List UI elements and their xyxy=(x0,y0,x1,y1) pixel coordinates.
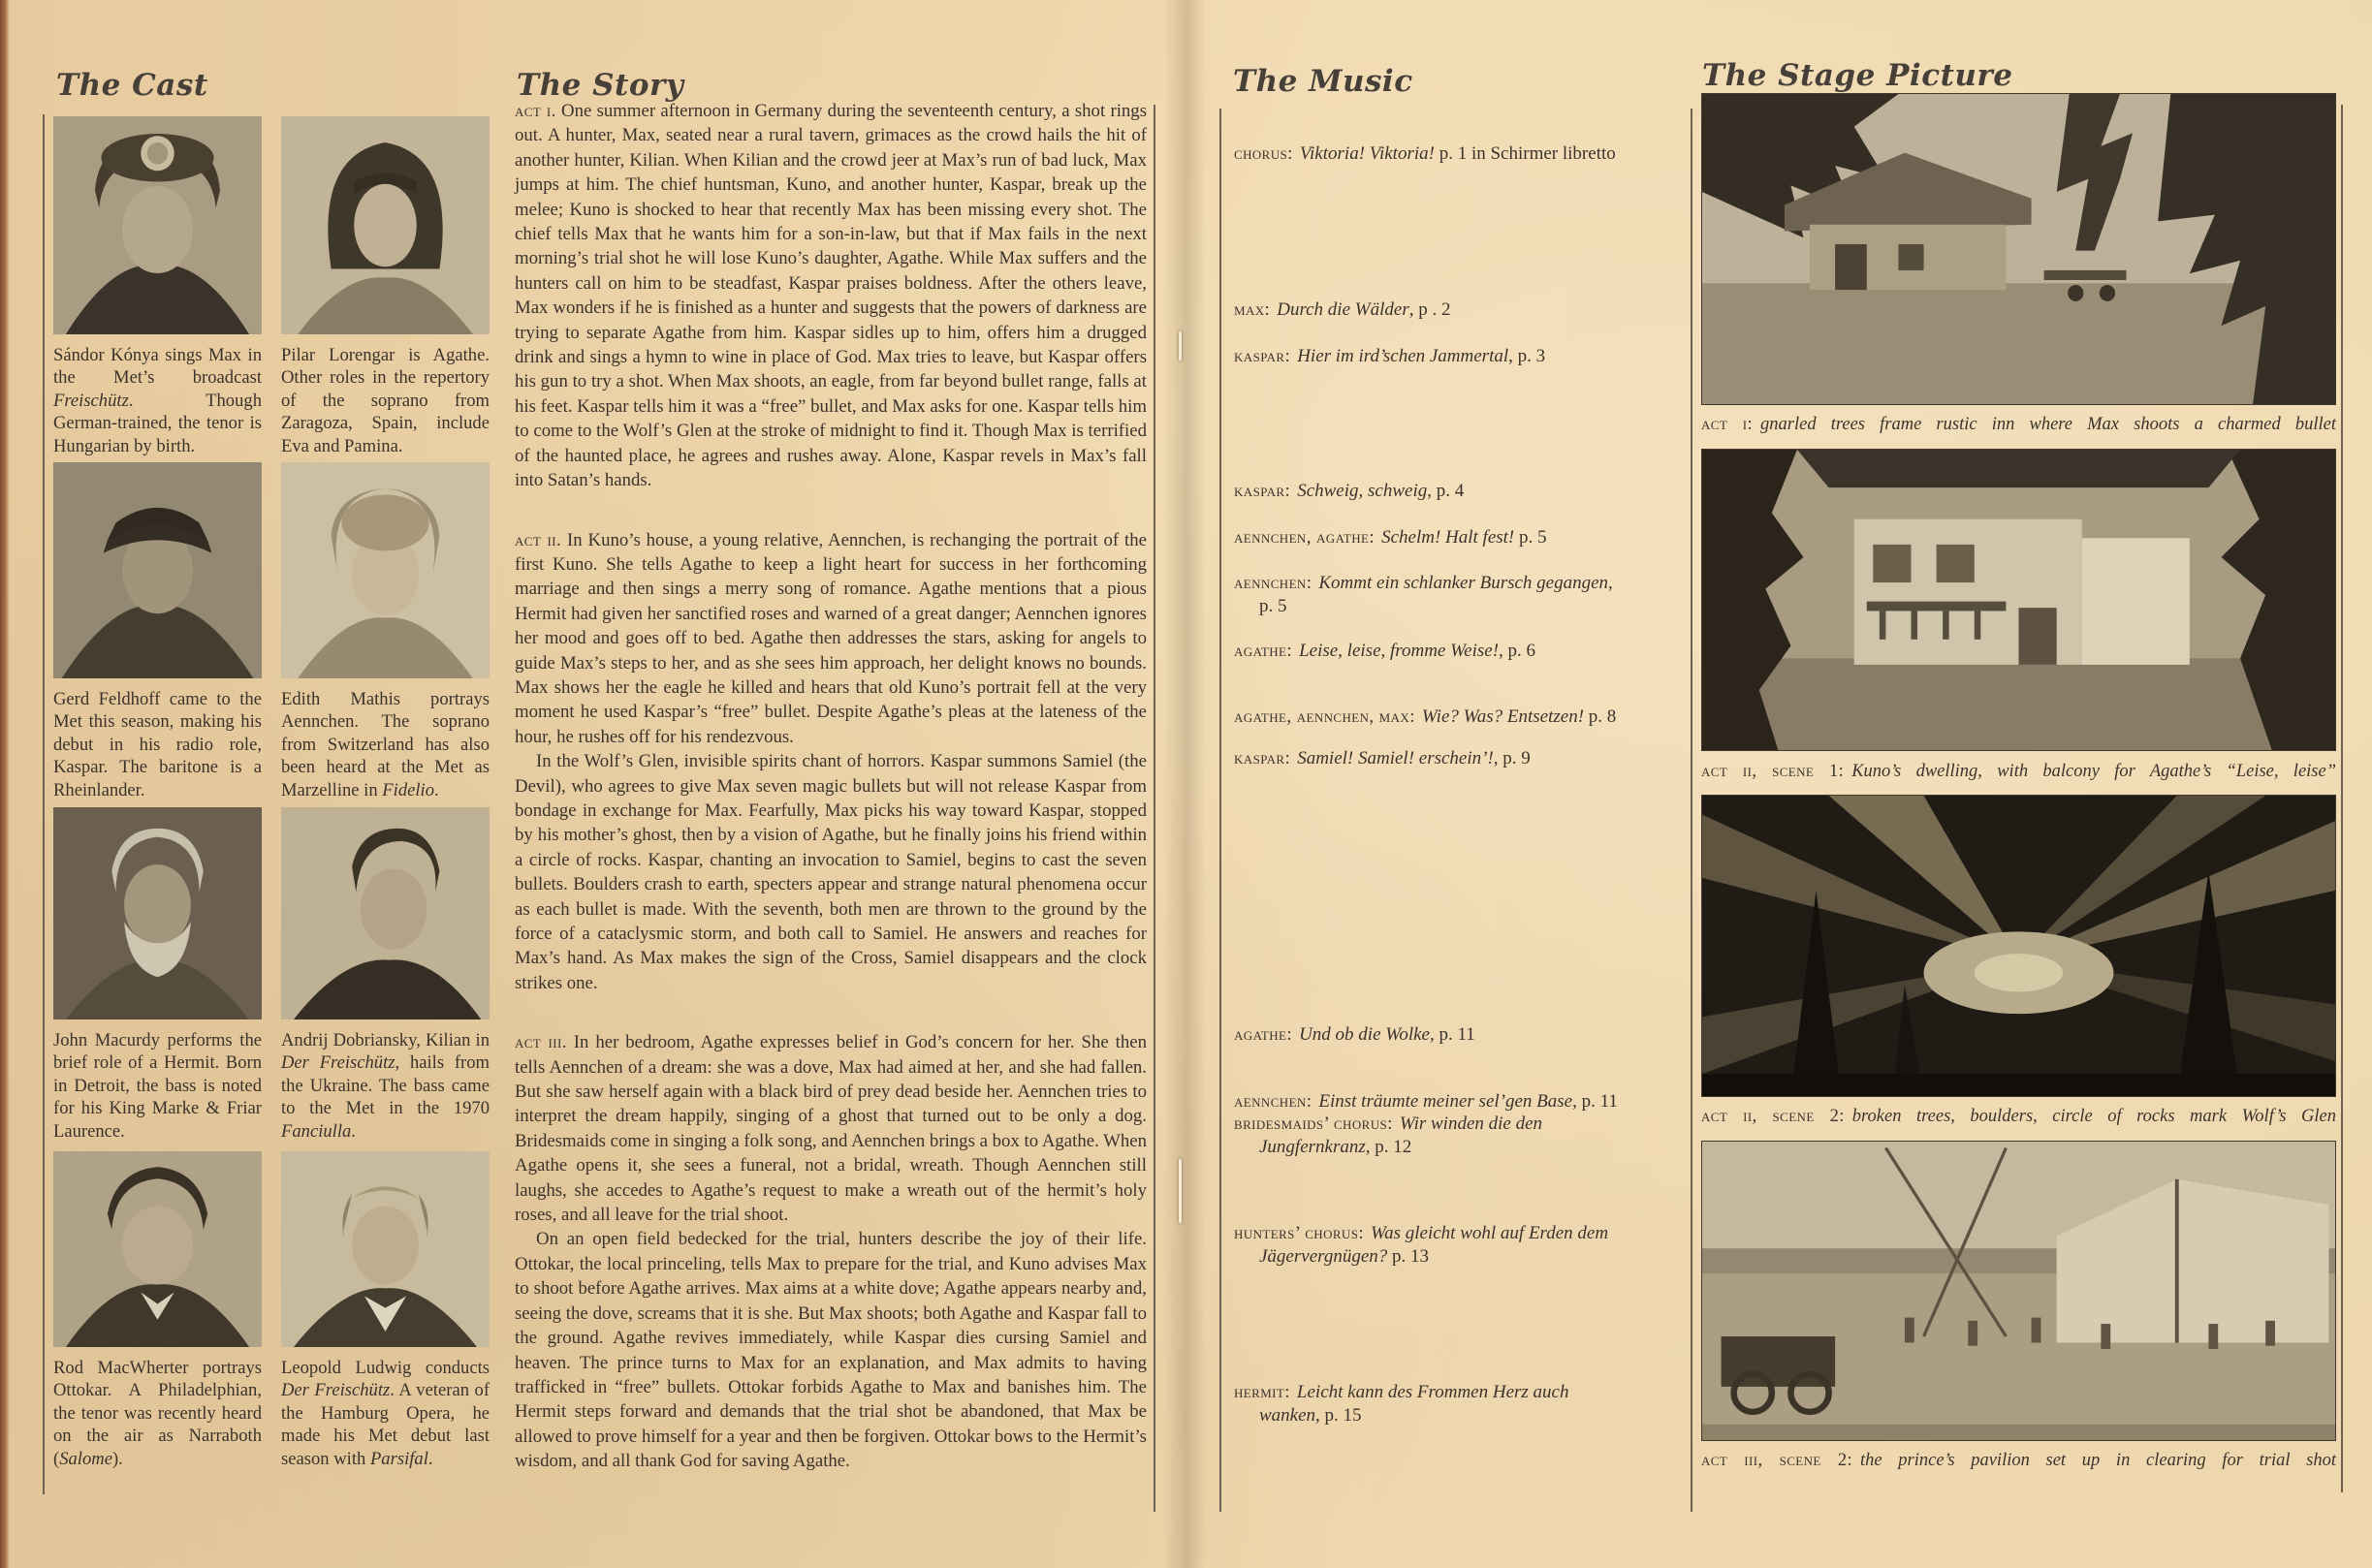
cast-photo-john-macurdy xyxy=(53,807,262,1019)
act-label: act i. xyxy=(515,101,556,121)
music-role: aennchen: xyxy=(1234,1091,1313,1112)
story-paragraph-text: In her bedroom, Agathe expresses belief in God’s concern for her. She then tells Aennchen of a dream: she was a dove, Max had aimed at her, and she had fallen. But she saw herself again with a black bird of prey dead beside her. Aennchen tries to interpret the dream happily, singing of a ghost that turned out to be only a dog. Bridesmaids come in singing a folk song, and Aennchen brings a box to Agathe. When Agathe opens it, she sees a funeral, not a bridal, wreath. Though Aennchen still laughs, she accedes to Agathe’s request to make a wreath out of the hermit’s holy roses, and all leave for the trial shoot. xyxy=(515,1032,1148,1226)
stage-column-rule-right xyxy=(2341,105,2343,1492)
music-title: Durch die Wälder xyxy=(1277,299,1409,320)
music-page: p. 1 in Schirmer libretto xyxy=(1434,143,1616,164)
music-item xyxy=(1234,480,1680,503)
stage-caption-label: act i: xyxy=(1701,415,1754,434)
cast-caption: Leopold Ludwig conducts Der Freischütz. A veteran of the Hamburg Opera, he made his Met debut last season with Parsifal. xyxy=(281,1358,490,1469)
music-title: Was gleicht wohl auf Erden dem Jägervergnügen? xyxy=(1259,1223,1609,1267)
music-role: hunters’ chorus: xyxy=(1234,1223,1365,1243)
binding-stitch xyxy=(1179,1159,1182,1223)
music-page: , p. 12 xyxy=(1365,1136,1412,1157)
cast-member-ludwig xyxy=(281,1151,490,1470)
music-title: Viktoria! Viktoria! xyxy=(1299,143,1435,164)
story-paragraph-act1 xyxy=(515,99,1147,493)
portrait-man-in-hat-illustration xyxy=(53,116,262,334)
music-role: agathe: xyxy=(1234,1024,1293,1045)
stage-caption-act2-scene2 xyxy=(1701,1107,2336,1127)
music-role: kaspar: xyxy=(1234,748,1291,768)
stage-caption-text: Kuno’s dwelling, with balcony for Agathe’s “Leise, leise” xyxy=(1851,762,2336,781)
music-item xyxy=(1234,1222,1641,1268)
music-item xyxy=(1234,640,1680,663)
stage-caption-act3-scene2 xyxy=(1701,1451,2336,1471)
music-title: Wir winden die den Jungfernkranz xyxy=(1259,1113,1543,1157)
cast-member-konya xyxy=(53,116,262,457)
stage-heading: The Stage Picture xyxy=(1702,58,2013,93)
cast-photo-leopold-ludwig xyxy=(281,1151,490,1347)
page-left-edge xyxy=(0,0,10,1568)
music-title: Schweig, schweig xyxy=(1297,481,1428,501)
music-item xyxy=(1234,1113,1622,1158)
music-page: , p. 6 xyxy=(1499,641,1536,661)
music-item xyxy=(1234,142,1680,166)
music-item xyxy=(1234,298,1680,322)
music-role: chorus: xyxy=(1234,143,1293,164)
portrait-man-in-cap-illustration xyxy=(53,462,262,678)
cast-caption: Rod MacWherter portrays Ottokar. A Philadelphian, the tenor was recently heard on the air as Narraboth (Salome). xyxy=(53,1358,262,1469)
cast-member-feldhoff xyxy=(53,462,262,801)
story-text xyxy=(515,99,1147,1474)
act-label: act iii. xyxy=(515,1032,567,1053)
cast-member-dobriansky xyxy=(281,807,490,1143)
cast-caption: Gerd Feldhoff came to the Met this season, making his debut in his radio role, Kaspar. The baritone is a Rheinlander. xyxy=(53,689,262,800)
cast-column-rule xyxy=(43,114,45,1494)
music-page: , p. 3 xyxy=(1508,346,1546,366)
music-title: Und ob die Wolke xyxy=(1299,1024,1430,1045)
stage-scene-wolfs-glen-illustration xyxy=(1702,796,2335,1096)
stage-caption-text: the prince’s pavilion set up in clearing for trial shot xyxy=(1860,1451,2336,1470)
cast-photo-sandor-konya xyxy=(53,116,262,334)
stage-caption-text: gnarled trees frame rustic inn where Max shoots a charmed bullet xyxy=(1760,415,2336,434)
music-column-rule-right xyxy=(1691,109,1692,1512)
music-role: aennchen: xyxy=(1234,573,1313,593)
music-item xyxy=(1234,345,1680,368)
cast-member-mathis xyxy=(281,462,490,801)
stage-scene-pavilion-clearing-illustration xyxy=(1702,1142,2335,1440)
music-role: kaspar: xyxy=(1234,346,1291,366)
story-paragraph-wolfs-glen: In the Wolf’s Glen, invisible spirits chant of horrors. Kaspar summons Samiel (the Devil), who agrees to give Max seven magic bullets but will not release Kaspar from bondage in exchange for Max. Fearfully, Max picks his way toward Kaspar, stopped by his mother’s ghost, then by a vision of Agathe, but he finally joins his friend within a circle of rocks. Kaspar, chanting an invocation to Samiel, begins to cast the seven bullets. Boulders crash to earth, specters appear and strange natural phenomena occur as each bullet is made. With the seventh, both men are thrown to the ground by the force of a cataclysmic storm, and both call to Samiel. He answers and reaches for Max’s hand. As Max makes the sign of the Cross, Samiel disappears and the clock strikes one. xyxy=(515,751,1147,993)
music-page: , p. 5 xyxy=(1259,573,1613,616)
stage-caption-label: act ii, scene 1: xyxy=(1701,762,1845,781)
story-column-rule xyxy=(1154,105,1155,1512)
stage-photo-act1 xyxy=(1701,93,2336,405)
stage-scene-rustic-inn-illustration xyxy=(1702,94,2335,404)
cast-photo-pilar-lorengar xyxy=(281,116,490,334)
cast-caption: John Macurdy performs the brief role of a Hermit. Born in Detroit, the bass is noted for his King Marke & Friar Laurence. xyxy=(53,1030,262,1142)
cast-heading: The Cast xyxy=(56,68,208,103)
stage-caption-act1 xyxy=(1701,415,2336,435)
act-label: act ii. xyxy=(515,529,562,550)
music-role: bridesmaids’ chorus: xyxy=(1234,1113,1393,1134)
story-paragraph-text: One summer afternoon in Germany during the seventeenth century, a shot rings out. A hunter, Max, seated near a rural tavern, grimaces as the crowd hails the hit of another hunter, Kilian. When Kilian and the crowd jeer at Max’s run of bad luck, Max jumps at him. The chief huntsman, Kuno, and another hunter, Kaspar, break up the melee; Kuno is shocked to hear that recently Max has been missing every shot. The chief tells Max that he wants him for a son-in-law, but that if Max fails in the next morning’s trial shot he will lose Kuno’s daughter, Agathe. While Max suffers and the hunters call on him to be steadfast, Kaspar praises boldness. After the others leave, Max wonders if he is finished as a hunter and suggests that the powers of darkness are trying to separate Agathe from him. Kaspar sidles up to him, offers him a drugged drink and sings a hymn to wine in place of God. Max tries to leave, but Kaspar offers his gun to try a shot. When Max shoots, an eagle, from far beyond bullet range, falls at his feet. Kaspar tells him it was a “free” bullet, and Max asks for one. Kaspar tells him to come to the Wolf’s Glen at the stroke of midnight to find it. Though Max is terrified of the haunted place, he agrees and rushes away. Alone, Kaspar revels in Max’s fall into Satan’s hands. xyxy=(515,101,1148,491)
music-title: Schelm! Halt fest! xyxy=(1381,527,1515,548)
story-paragraph-text: In Kuno’s house, a young relative, Aennchen, is rechanging the portrait of the first Kuno. She tells Agathe to keep a light heart for success in her forthcoming marriage and then sings a merry song of romance. Agathe mentions that a pious Hermit had given her sanctified roses and warned of a great danger; Aennchen ignores her mood and goes off to bed. Agathe then addresses the stars, asking for angels to guide Max’s steps to her, and as she sees him approach, her delight knows no bounds. Max shows her the eagle he killed and hears that old Kuno’s portrait fell at the very moment he used Kaspar’s “free” bullet. Despite Agathe’s pleas at the lateness of the hour, he rushes off for his rendezvous. xyxy=(515,529,1148,747)
story-paragraph-trial: On an open field bedecked for the trial, hunters describe the joy of their life. Ottokar, the local princeling, tells Max to prepare for the trial, and Kuno advises Max to shoot before Agathe arrives. Max aims at a white dove; Agathe appears nearby and, seeing the dove, screams that it is she. But Max shoots; both Agathe and Kaspar fall to the ground. Agathe revives immediately, while Kaspar dies cursing Samiel and heaven. The prince turns to Max for an explanation, and Max admits to having trafficked in “free” bullets. Ottokar forbids Agathe to Max and banishes him. The Hermit steps forward and demands that the trial shot be abandoned, that Max be allowed to prove himself for a year and then be forgiven. Ottokar bows to the Hermit’s wisdom, and all thank God for saving Agathe. xyxy=(515,1229,1147,1472)
stage-photo-act3-scene2 xyxy=(1701,1141,2336,1441)
music-page: p. 8 xyxy=(1584,706,1617,727)
binding-stitch xyxy=(1179,331,1182,361)
stage-photo-act2-scene2 xyxy=(1701,795,2336,1097)
story-heading: The Story xyxy=(517,68,684,103)
music-title: Kommt ein schlanker Bursch gegangen xyxy=(1318,573,1609,593)
music-item xyxy=(1234,1090,1680,1113)
stage-caption-label: act ii, scene 2: xyxy=(1701,1107,1845,1126)
music-title: Leicht kann des Frommen Herz auch wanken xyxy=(1259,1382,1569,1426)
story-paragraph-act2 xyxy=(515,528,1147,750)
music-item xyxy=(1234,526,1680,549)
cast-member-macwherter xyxy=(53,1151,262,1470)
portrait-bearded-man-illustration xyxy=(53,807,262,1019)
stage-scene-kunos-dwelling-illustration xyxy=(1702,450,2335,750)
cast-photo-edith-mathis xyxy=(281,462,490,678)
music-title: Wie? Was? Entsetzen! xyxy=(1421,706,1585,727)
cast-photo-rod-macwherter xyxy=(53,1151,262,1347)
music-role: max: xyxy=(1234,299,1271,320)
cast-photo-gerd-feldhoff xyxy=(53,462,262,678)
music-role: agathe: xyxy=(1234,641,1293,661)
music-page: , p . 2 xyxy=(1408,299,1451,320)
music-page: p. 13 xyxy=(1387,1245,1429,1267)
music-title: Hier im ird’schen Jammertal xyxy=(1297,346,1509,366)
music-role: agathe, aennchen, max: xyxy=(1234,706,1415,727)
portrait-balding-man-illustration xyxy=(281,1151,490,1347)
cast-member-macurdy xyxy=(53,807,262,1143)
stage-photo-act2-scene1 xyxy=(1701,449,2336,751)
portrait-woman-dark-hair-illustration xyxy=(281,116,490,334)
music-title: Samiel! Samiel! erschein’! xyxy=(1297,748,1494,768)
stage-caption-label: act iii, scene 2: xyxy=(1701,1451,1853,1470)
music-item xyxy=(1234,1023,1680,1047)
music-item xyxy=(1234,706,1680,729)
music-page: , p. 11 xyxy=(1572,1091,1618,1112)
music-page: , p. 11 xyxy=(1430,1024,1475,1045)
stage-caption-text: broken trees, boulders, circle of rocks mark Wolf’s Glen xyxy=(1851,1107,2336,1126)
music-heading: The Music xyxy=(1233,64,1413,99)
music-title: Leise, leise, fromme Weise! xyxy=(1299,641,1500,661)
portrait-man-dark-jacket-illustration xyxy=(53,1151,262,1347)
music-role: aennchen, agathe: xyxy=(1234,527,1376,548)
music-role: hermit: xyxy=(1234,1382,1290,1402)
music-column-rule-left xyxy=(1219,109,1221,1512)
stage-caption-act2-scene1 xyxy=(1701,762,2336,782)
music-item xyxy=(1234,747,1680,770)
music-item xyxy=(1234,1381,1583,1427)
story-paragraph-act3 xyxy=(515,1030,1147,1227)
music-title: Einst träumte meiner sel’gen Base xyxy=(1318,1091,1573,1112)
music-role: kaspar: xyxy=(1234,481,1291,501)
binding-gutter xyxy=(1163,0,1206,1568)
music-page: , p. 9 xyxy=(1493,748,1531,768)
portrait-woman-light-hair-illustration xyxy=(281,462,490,678)
music-page: p. 5 xyxy=(1514,527,1547,548)
cast-caption: Andrij Dobriansky, Kilian in Der Freischütz, hails from the Ukraine. The bass came to the Met in the 1970 Fanciulla. xyxy=(281,1030,490,1142)
music-item xyxy=(1234,572,1617,617)
music-page: , p. 4 xyxy=(1427,481,1465,501)
cast-member-lorengar xyxy=(281,116,490,457)
cast-caption: Edith Mathis portrays Aennchen. The soprano from Switzerland has also been heard at the Met as Marzelline in Fidelio. xyxy=(281,689,490,800)
cast-caption: Sándor Kónya sings Max in the Met’s broadcast Freischütz. Though German-trained, the tenor is Hungarian by birth. xyxy=(53,345,262,456)
cast-caption: Pilar Lorengar is Agathe. Other roles in the repertory of the soprano from Zaragoza, Spain, include Eva and Pamina. xyxy=(281,345,490,456)
cast-photo-andrij-dobriansky xyxy=(281,807,490,1019)
music-page: , p. 15 xyxy=(1315,1404,1362,1426)
portrait-man-profile-illustration xyxy=(281,807,490,1019)
